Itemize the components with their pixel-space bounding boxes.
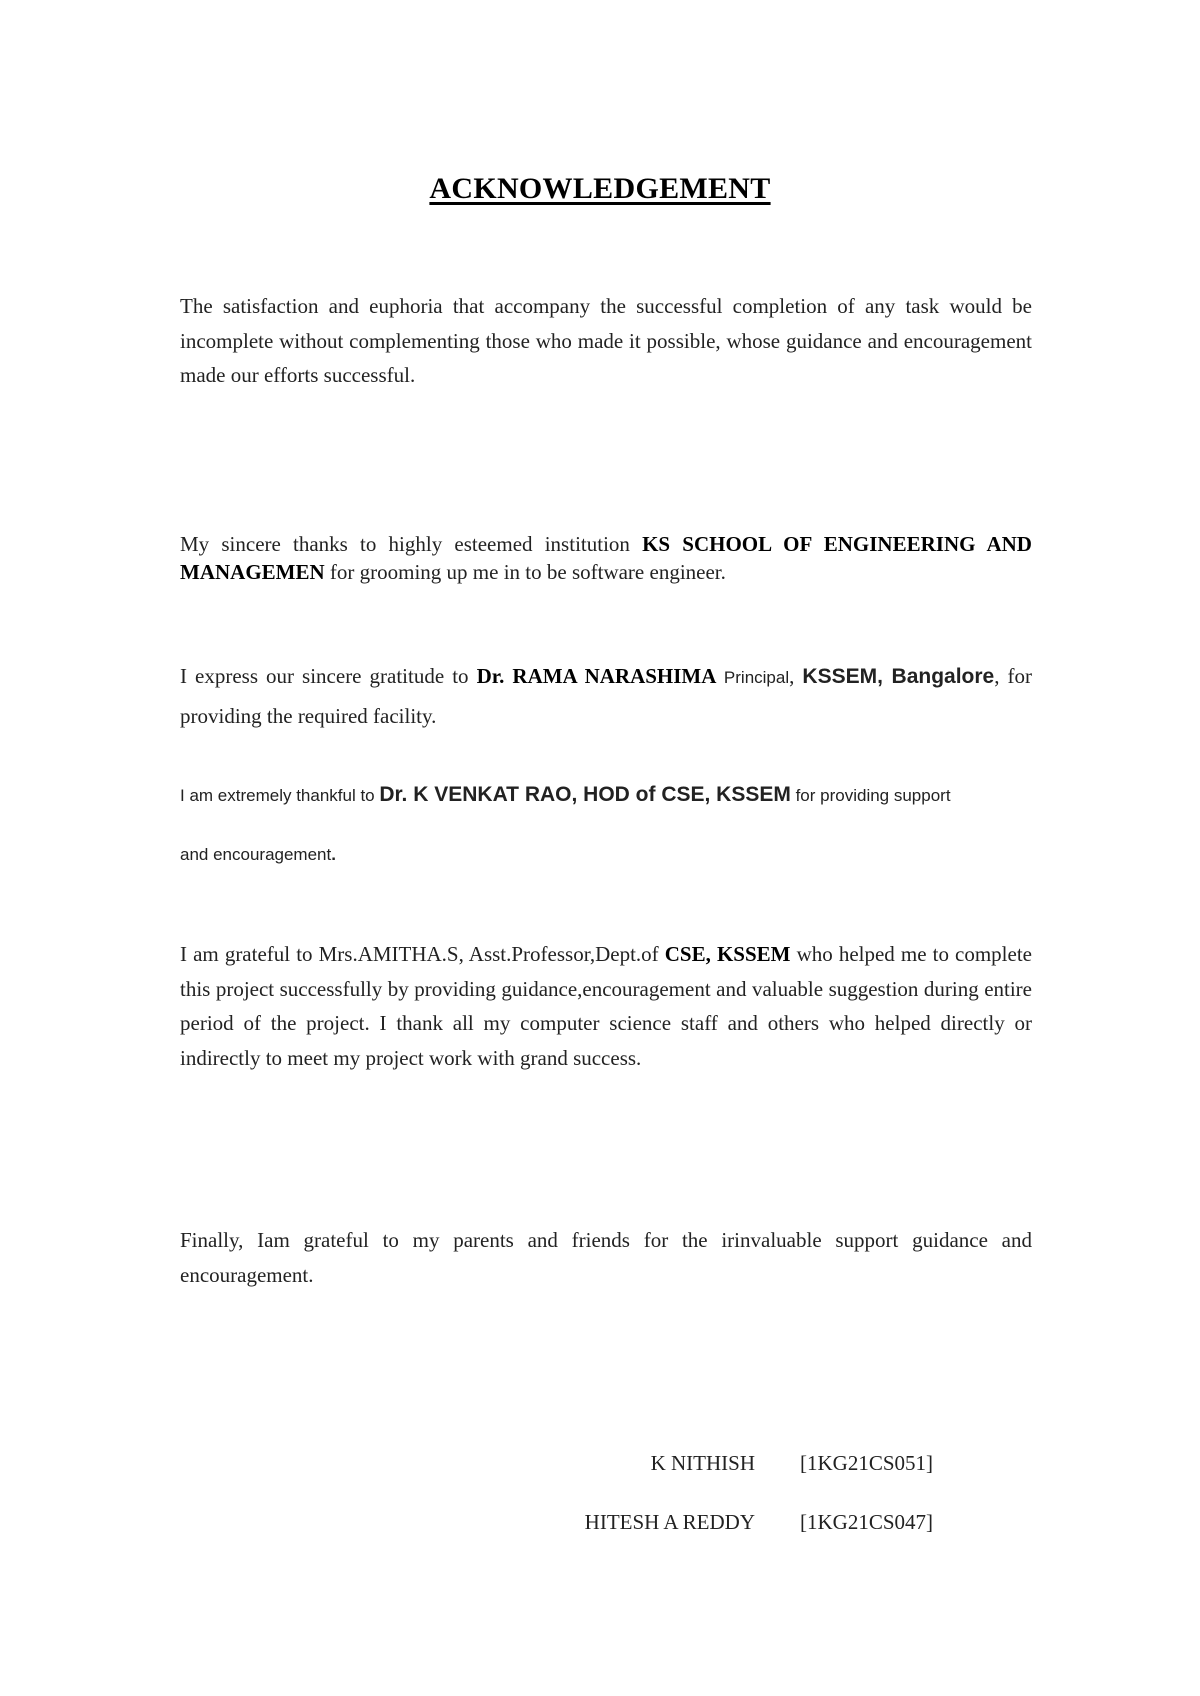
institution-thanks-post: for grooming up me in to be software engineer. <box>324 560 726 584</box>
signatory-row <box>0 1510 1200 1544</box>
parents-thanks-paragraph: Finally, Iam grateful to my parents and friends for the irinvaluable support guidance and encouragement. <box>180 1228 1032 1287</box>
hod-thanks-post: for providing support <box>790 786 951 805</box>
signatory-row <box>0 1451 1200 1485</box>
guide-thanks-paragraph <box>180 937 1032 1075</box>
institution-name: KS SCHOOL OF ENGINEERING AND MANAGEMEN <box>180 532 1032 584</box>
hod-thanks-pre: I am extremely thankful to <box>180 786 380 805</box>
principal-thanks-post: , for providing the required facility. <box>180 664 1032 728</box>
guide-thanks-pre: I am grateful to Mrs.AMITHA.S, Asst.Professor,Dept.of <box>180 942 665 966</box>
guide-dept: CSE, KSSEM <box>664 942 791 966</box>
hod-thanks-line2-text: and encouragement <box>180 845 332 864</box>
institution-thanks-pre: My sincere thanks to highly esteemed institution <box>180 532 643 556</box>
principal-thanks-pre: I express our sincere gratitude to <box>180 664 477 688</box>
institution-thanks-paragraph <box>180 530 1032 586</box>
signatory-id: [1KG21CS051] <box>800 1451 934 1475</box>
hod-thanks-dot: . <box>331 845 336 864</box>
hod-thanks-line1 <box>180 783 1040 807</box>
signatory-name: K NITHISH <box>650 1451 755 1475</box>
principal-place: KSSEM, Bangalore <box>802 665 995 688</box>
principal-thanks-paragraph <box>180 657 1032 735</box>
signatory-name: HITESH A REDDY <box>584 1510 755 1534</box>
hod-thanks-line2 <box>180 845 1040 865</box>
intro-paragraph: The satisfaction and euphoria that accompany the successful completion of any task would be incomplete without complementing those who made it possible, whose guidance and encouragement made our efforts successful. <box>180 294 1032 387</box>
principal-role: Principal <box>716 668 790 687</box>
hod-name: Dr. K VENKAT RAO, HOD of CSE, KSSEM <box>379 783 791 806</box>
guide-thanks-post: who helped me to complete this project successfully by providing guidance,encouragement and valuable suggestion during entire period of the project. I thank all my computer science staff and others who helped directly or indirectly to meet my project work with grand success. <box>180 942 1032 1070</box>
principal-comma: , <box>789 664 803 688</box>
principal-name: Dr. RAMA NARASHIMA <box>476 664 717 688</box>
signatory-id: [1KG21CS047] <box>800 1510 934 1534</box>
page-title: ACKNOWLEDGEMENT <box>429 172 771 205</box>
